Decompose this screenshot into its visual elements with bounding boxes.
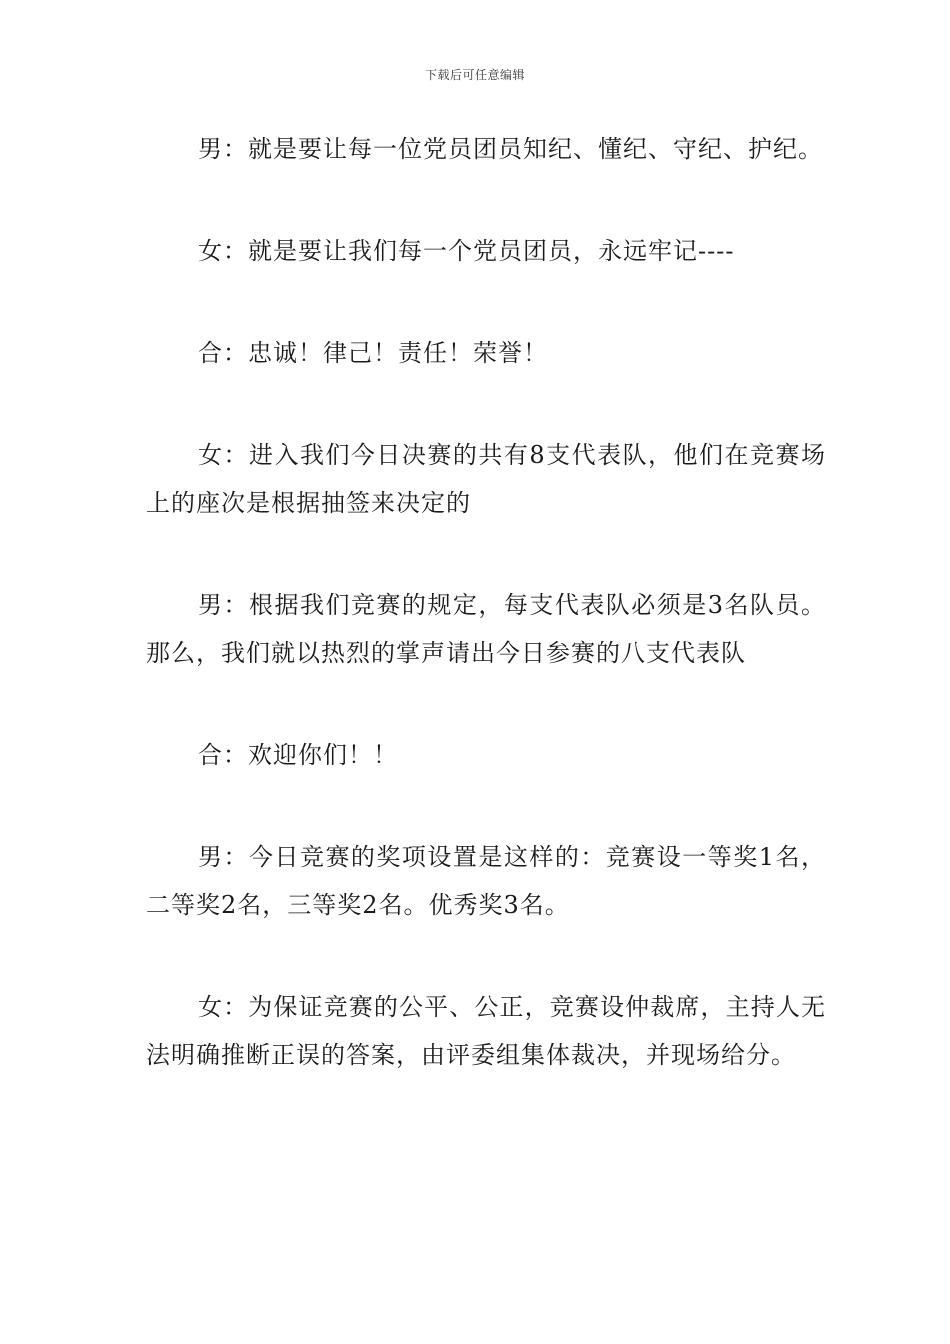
paragraph: 合：欢迎你们！！ [198, 741, 398, 769]
paragraph-spacer [146, 929, 826, 983]
paragraph: 男：今日竞赛的奖项设置是这样的：竞赛设一等奖1名，二等奖2名，三等奖2名。优秀奖3名。 [146, 843, 826, 919]
paragraph: 合：忠诚！律己！责任！荣誉！ [198, 339, 548, 367]
paragraph: 女：进入我们今日决赛的共有8支代表队，他们在竞赛场上的座次是根据抽签来决定的 [146, 441, 826, 517]
paragraph: 女：为保证竞赛的公平、公正，竞赛设仲裁席，主持人无法明确推断正误的答案，由评委组集体裁决，并现场给分。 [146, 993, 826, 1069]
paragraph-spacer [146, 173, 826, 227]
paragraph-spacer [146, 677, 826, 731]
paragraph-spacer [146, 275, 826, 329]
paragraph: 女：就是要让我们每一个党员团员，永远牢记---- [198, 237, 735, 265]
page-header-note: 下载后可任意编辑 [424, 68, 525, 82]
paragraph: 男：就是要让每一位党员团员知纪、懂纪、守纪、护纪。 [198, 135, 823, 163]
document-body [146, 125, 826, 1079]
paragraph: 男：根据我们竞赛的规定，每支代表队必须是3名队员。那么，我们就以热烈的掌声请出今日参赛的八支代表队 [146, 591, 826, 667]
paragraph-spacer [146, 779, 826, 833]
paragraph-spacer [146, 527, 826, 581]
paragraph-spacer [146, 377, 826, 431]
